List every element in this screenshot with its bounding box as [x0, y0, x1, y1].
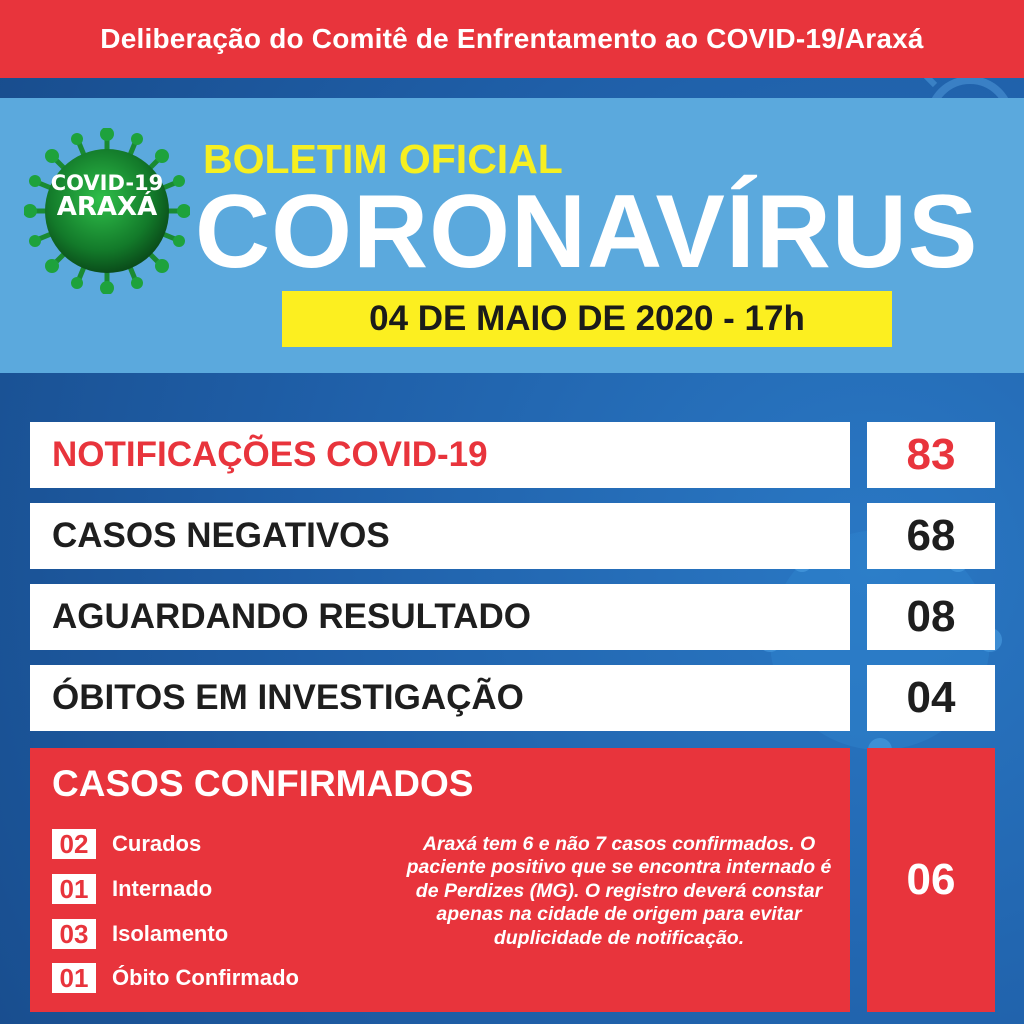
breakdown-count: 01 — [52, 874, 96, 904]
stat-value-deaths-investigation: 04 — [867, 665, 995, 731]
breakdown-count: 03 — [52, 919, 96, 949]
banner-title: Deliberação do Comitê de Enfrentamento ao COVID-19/Araxá — [100, 23, 924, 54]
breakdown-label: Internado — [112, 876, 213, 901]
breakdown-count: 02 — [52, 829, 96, 859]
stat-label-pending: AGUARDANDO RESULTADO — [30, 584, 850, 650]
stat-value-pending: 08 — [867, 584, 995, 650]
stat-label-deaths-investigation: ÓBITOS EM INVESTIGAÇÃO — [30, 665, 850, 731]
bulletin-title: CORONAVÍRUS — [195, 174, 979, 290]
confirmed-note: Araxá tem 6 e não 7 casos confirmados. O paciente positivo que se encontra internado é de Perdizes (MG). O registro deverá constar apenas na cidade de origem para evitar duplicidade de notificação. — [406, 833, 832, 949]
logo-line-2: ARAXÁ — [56, 192, 158, 223]
bulletin-date: 04 DE MAIO DE 2020 - 17h — [369, 299, 805, 338]
breakdown-label: Isolamento — [112, 921, 229, 946]
stat-label-notifications: NOTIFICAÇÕES COVID-19 — [30, 422, 850, 488]
stat-value-negative: 68 — [867, 503, 995, 569]
top-banner — [0, 0, 1024, 78]
stat-label-negative: CASOS NEGATIVOS — [30, 503, 850, 569]
breakdown-item — [52, 874, 212, 904]
breakdown-item — [52, 963, 299, 993]
stat-value-notifications: 83 — [867, 422, 995, 488]
breakdown-label: Óbito Confirmado — [112, 965, 299, 990]
logo-label — [24, 172, 190, 221]
confirmed-title: CASOS CONFIRMADOS — [52, 763, 474, 804]
confirmed-value: 06 — [867, 748, 995, 1012]
breakdown-item — [52, 829, 201, 859]
logo-line-1: COVID-19 — [50, 171, 164, 195]
date-banner — [282, 291, 892, 347]
bulletin-kicker: BOLETIM OFICIAL — [203, 136, 563, 182]
breakdown-count: 01 — [52, 963, 96, 993]
breakdown-label: Curados — [112, 831, 202, 856]
breakdown-item — [52, 919, 228, 949]
